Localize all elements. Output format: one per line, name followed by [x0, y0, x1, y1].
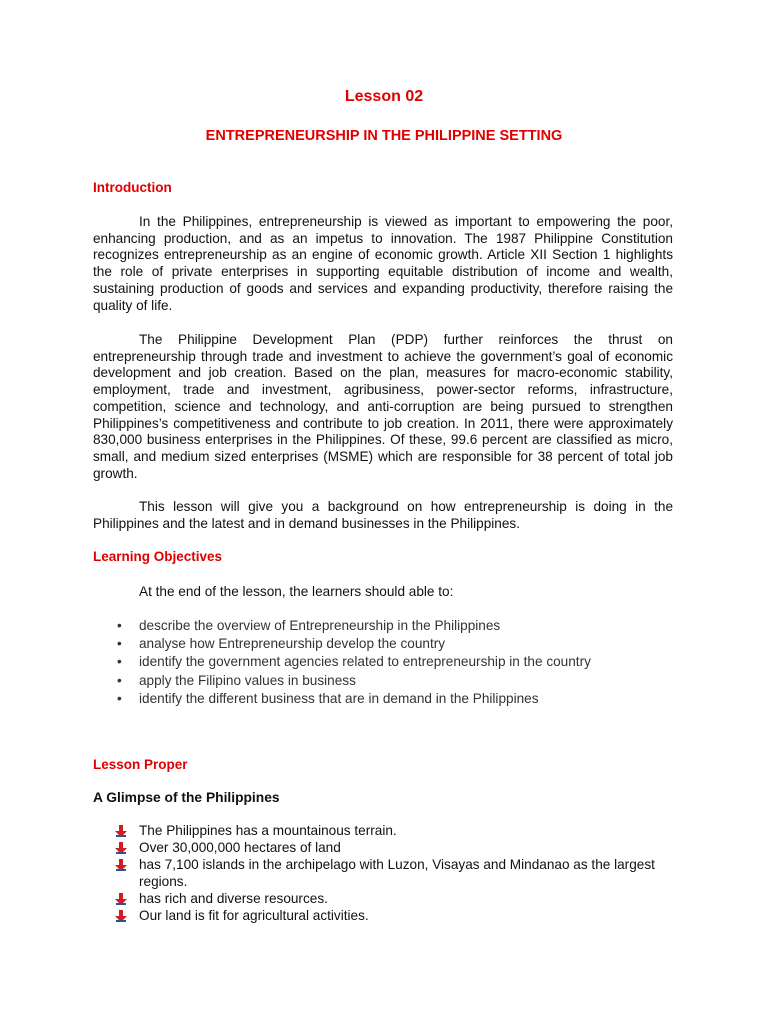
learning-objectives-heading: Learning Objectives	[93, 549, 223, 564]
glimpse-list	[115, 823, 675, 925]
lesson-title: ENTREPRENEURSHIP IN THE PHILIPPINE SETTING	[205, 128, 563, 144]
list-item: • identify the different business that are in demand in the Philippines	[117, 690, 539, 706]
lesson-number: Lesson 02	[344, 88, 424, 105]
bullet-icon: •	[117, 672, 122, 688]
intro-paragraph-1: In the Philippines, entrepreneurship is viewed as important to empowering the poor, enhancing production, and as an impetus to innovation. The 1987 Philippine Constitution recognizes entrepreneurship as an engine of economic growth. Article XII Section 1 highlights the role of private enterprises in supporting equitable distribution of income and wealth, sustaining production of goods and services and expanding productivity, therefore raising the quality of life.	[93, 214, 673, 313]
objectives-intro: At the end of the lesson, the learners should able to:	[139, 584, 454, 599]
list-item: has 7,100 islands in the archipelago with Luzon, Visayas and Mindanao as the largest regions.	[115, 857, 675, 889]
list-item: Over 30,000,000 hectares of land	[115, 840, 675, 856]
list-item: • identify the government agencies related to entrepreneurship in the country	[117, 654, 591, 670]
bullet-icon: •	[117, 654, 122, 670]
arrow-bullet-icon	[115, 842, 127, 854]
list-item: • analyse how Entrepreneurship develop the country	[117, 636, 446, 652]
glimpse-subheading: A Glimpse of the Philippines	[93, 790, 280, 805]
intro-paragraph-2: The Philippine Development Plan (PDP) further reinforces the thrust on entrepreneurship through trade and investment to achieve the government’s goal of economic development and job creation. Based on the plan, measures for macro-economic stability, employment, trade and investment, agribusiness, power-sector reforms, infrastructure, competition, science and technology, and anti-corruption are being pursued to strengthen Philippines’s competitiveness and contribute to job creation. In 2011, there were approximately 830,000 business enterprises in the Philippines. Of these, 99.6 percent are classified as micro, small, and medium sized enterprises (MSME) which are responsible for 38 percent of total job growth.	[93, 332, 673, 481]
list-item: has rich and diverse resources.	[115, 891, 675, 907]
list-item: • apply the Filipino values in business	[117, 672, 356, 688]
arrow-bullet-icon	[115, 859, 127, 871]
intro-paragraph-3: This lesson will give you a background on how entrepreneurship is doing in the Philippines and the latest and in demand businesses in the Philippines.	[93, 499, 673, 531]
list-item: The Philippines has a mountainous terrain.	[115, 823, 675, 839]
bullet-icon: •	[117, 636, 122, 652]
introduction-heading: Introduction	[93, 180, 172, 195]
bullet-icon: •	[117, 618, 122, 633]
objectives-list	[115, 618, 615, 709]
lesson-proper-heading: Lesson Proper	[93, 757, 188, 772]
arrow-bullet-icon	[115, 825, 127, 837]
arrow-bullet-icon	[115, 893, 127, 905]
list-item: Our land is fit for agricultural activities.	[115, 908, 675, 924]
list-item: • describe the overview of Entrepreneurship in the Philippines	[117, 618, 501, 633]
bullet-icon: •	[117, 690, 122, 706]
arrow-bullet-icon	[115, 910, 127, 922]
